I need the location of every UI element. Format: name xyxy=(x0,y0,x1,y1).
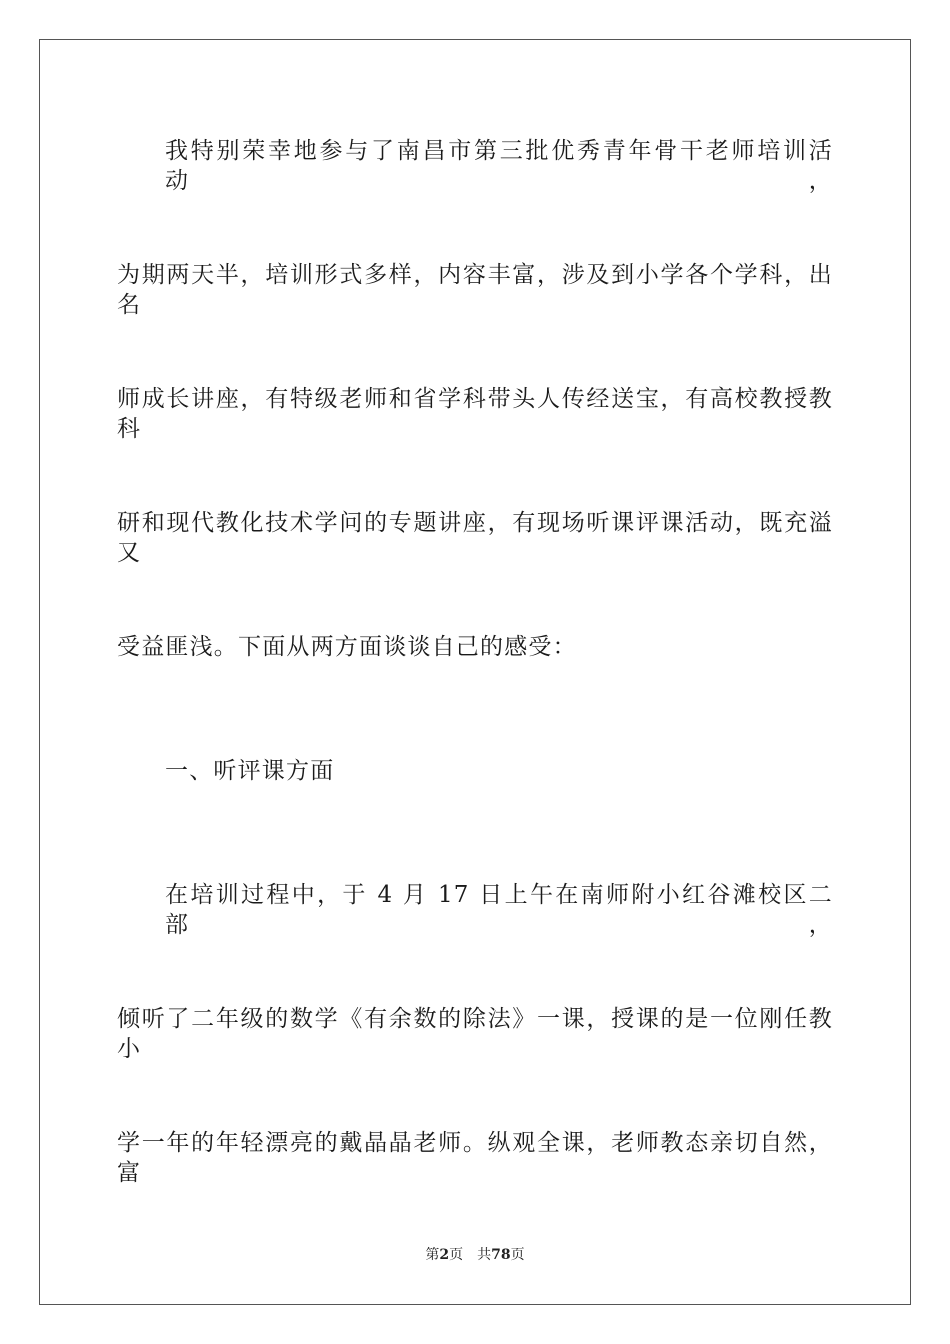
total-pages: 78 xyxy=(491,1247,511,1263)
paragraph-line: 研和现代教化技术学问的专题讲座，有现场听课评课活动，既充溢又 xyxy=(117,510,833,566)
total-prefix: 共 xyxy=(477,1247,492,1263)
page-number: 2 xyxy=(439,1247,450,1263)
page-frame xyxy=(39,39,911,1305)
paragraph-line: 倾听了二年级的数学《有余数的除法》一课，授课的是一位刚任教小 xyxy=(117,1006,833,1062)
total-suffix: 页 xyxy=(510,1247,525,1263)
paragraph-line: 我特别荣幸地参与了南昌市第三批优秀青年骨干老师培训活动， xyxy=(165,138,833,194)
paragraph-line: 受益匪浅。下面从两方面谈谈自己的感受： xyxy=(117,634,577,660)
page-suffix: 页 xyxy=(449,1247,464,1263)
paragraph-line: 学一年的年轻漂亮的戴晶晶老师。纵观全课，老师教态亲切自然，富 xyxy=(117,1130,833,1186)
page-footer xyxy=(0,1246,950,1264)
paragraph-line: 为期两天半，培训形式多样，内容丰富，涉及到小学各个学科，出名 xyxy=(117,262,833,318)
paragraph-line: 师成长讲座，有特级老师和省学科带头人传经送宝，有高校教授教科 xyxy=(117,386,833,442)
section-heading: 一、听评课方面 xyxy=(165,758,335,784)
page-prefix: 第 xyxy=(425,1247,440,1263)
paragraph-line: 在培训过程中，于 4 月 17 日上午在南师附小红谷滩校区二部， xyxy=(165,882,833,938)
